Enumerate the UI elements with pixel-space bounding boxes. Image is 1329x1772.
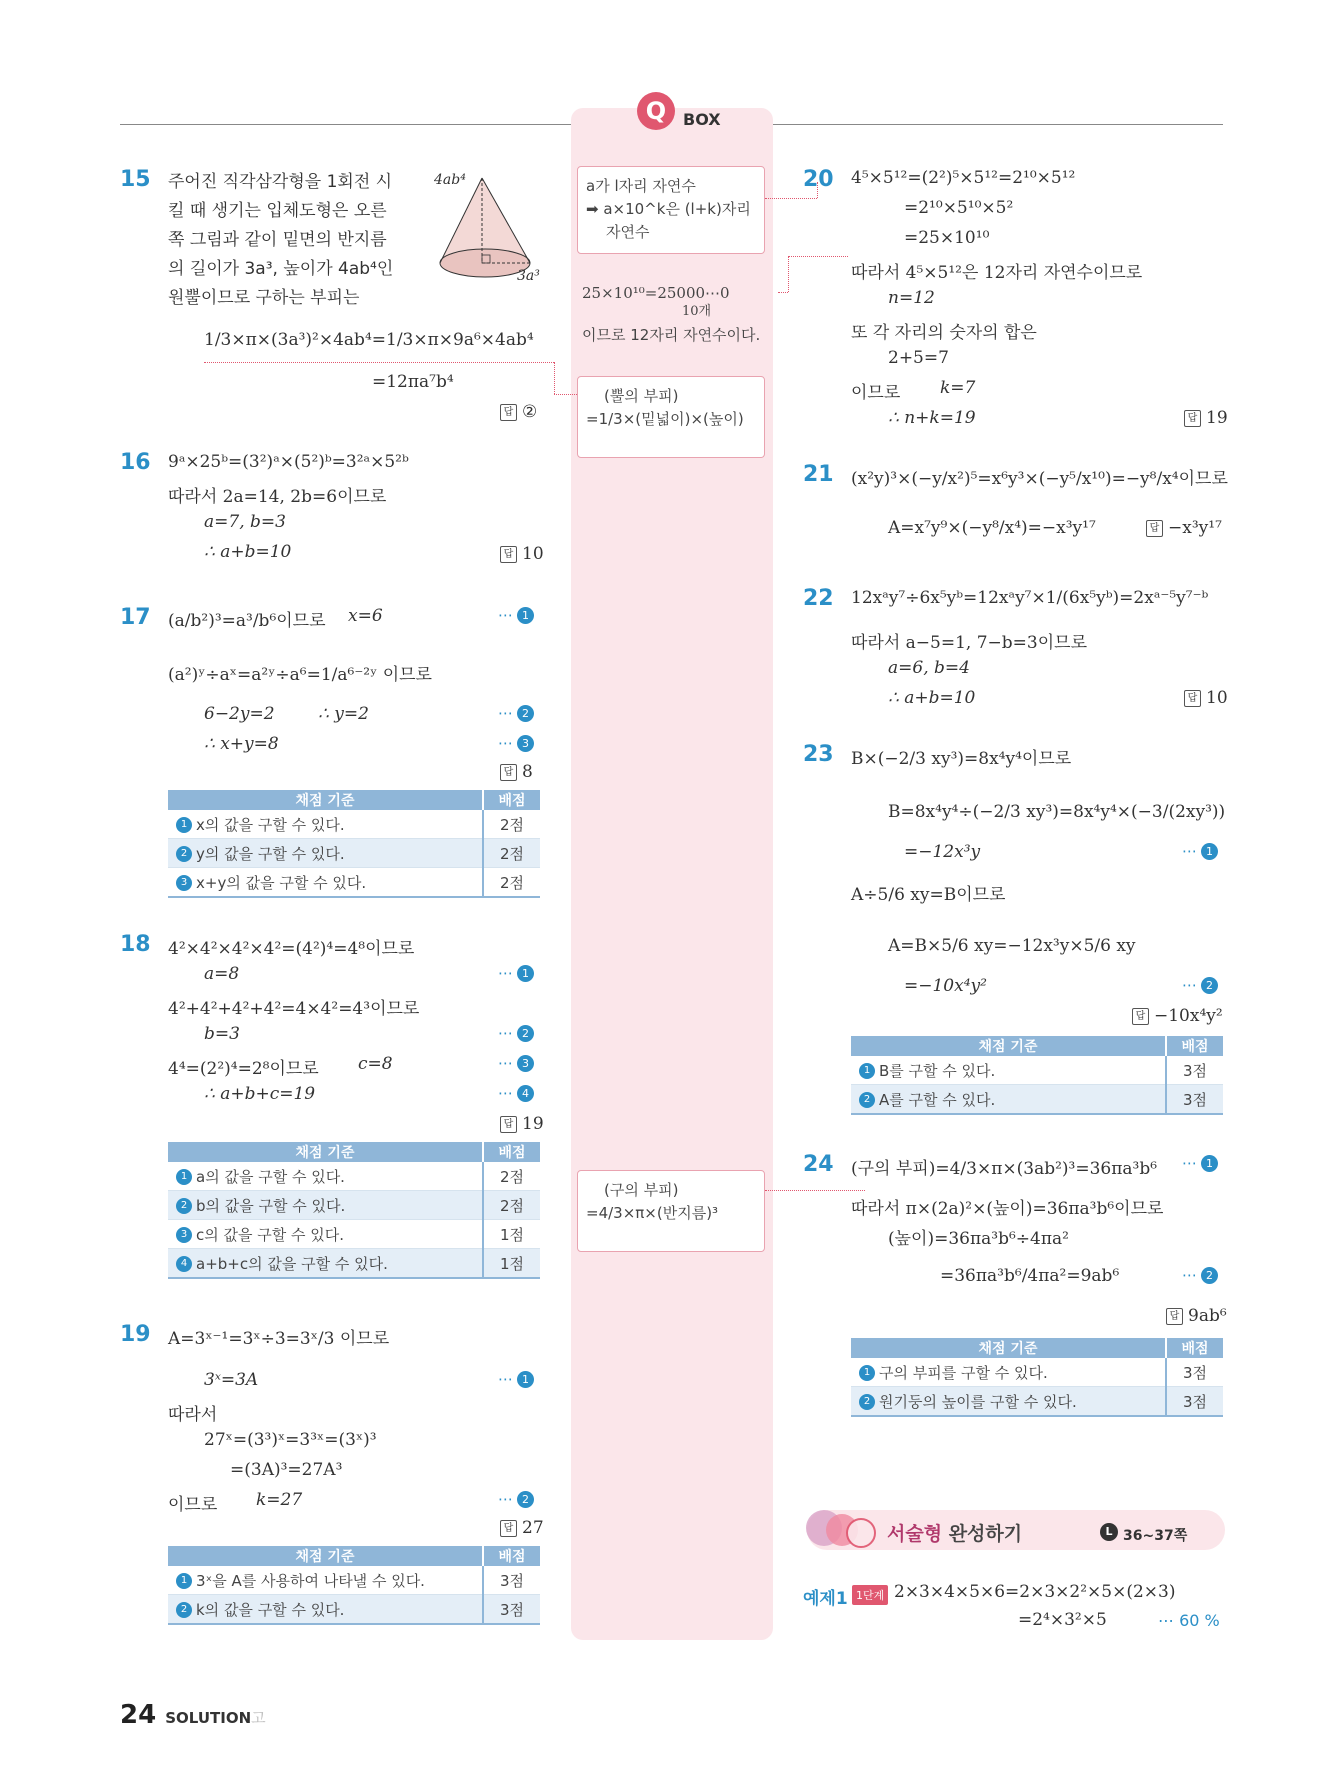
math-line: =(3A)³=27A³ [230, 1460, 343, 1480]
problem-15-eq1: 1/3×π×(3a³)²×4ab⁴=1/3×π×9a⁶×4ab⁴ [204, 330, 534, 350]
qbox-note-cone [577, 376, 765, 458]
math-line: 따라서 π×(2a)²×(높이)=36πa³b⁶이므로 [851, 1199, 1164, 1219]
math-line: A÷5/6 xy=B이므로 [851, 885, 1006, 905]
math-line: k=27 [256, 1490, 303, 1510]
math-line: 또 각 자리의 숫자의 합은 [851, 323, 1037, 343]
math-line: ∴ n+k=19 [888, 408, 976, 428]
criteria-points: 2점 [483, 810, 540, 839]
math-line: 따라서 a−5=1, 7−b=3이므로 [851, 633, 1088, 653]
problem-number: 22 [803, 586, 834, 611]
math-line: a=7, b=3 [204, 512, 286, 532]
answer-icon: 답 [500, 404, 517, 421]
criteria-item: 1 a의 값을 구할 수 있다. [168, 1162, 483, 1191]
qbox-text-line: 이므로 12자리 자연수이다. [582, 326, 761, 344]
criteria-item: 2 원기둥의 높이를 구할 수 있다. [851, 1387, 1166, 1417]
math-line: ∴ a+b+c=19 [204, 1084, 316, 1104]
math-line: B=8x⁴y⁴÷(−2/3 xy³)=8x⁴y⁴×(−3/(2xy³)) [888, 802, 1226, 822]
problem-number: 19 [120, 1322, 151, 1347]
points-header: 배점 [1166, 1338, 1223, 1358]
criteria-points: 2점 [483, 1191, 540, 1220]
qbox-label: BOX [683, 110, 721, 129]
criteria-points: 3점 [1166, 1085, 1223, 1115]
qbox-text-line: 10개 [682, 304, 712, 319]
criteria-header: 채점 기준 [168, 790, 483, 810]
math-line: =−12x³y [904, 842, 981, 862]
math-line: 2+5=7 [888, 348, 949, 368]
points-header: 배점 [483, 790, 540, 810]
connector-line [765, 198, 817, 199]
connector-line [788, 256, 789, 292]
math-line: b=3 [204, 1024, 240, 1044]
math-line: 2×3×4×5×6=2×3×2²×5×(2×3) [894, 1582, 1176, 1602]
math-line: ∴ a+b=10 [204, 542, 292, 562]
math-line: 이므로 [168, 1495, 218, 1515]
answer-value: ② [522, 402, 538, 422]
step-marker: ⋯ 1 [1182, 1154, 1218, 1172]
math-line: c=8 [358, 1054, 393, 1074]
text-line: 의 길이가 3a³, 높이가 4ab⁴인 [168, 259, 394, 279]
criteria-item: 3 c의 값을 구할 수 있다. [168, 1220, 483, 1249]
percent-marker: ⋯ 60 % [1158, 1611, 1220, 1630]
math-line: k=7 [940, 378, 976, 398]
math-line: =−10x⁴y² [904, 976, 987, 996]
problem-number: 17 [120, 605, 151, 630]
qbox-note-line: =4/3×π×(반지름)³ [586, 1204, 719, 1222]
math-line: ∴ y=2 [318, 704, 369, 724]
qbox-note-line: a가 l자리 자연수 [586, 177, 696, 195]
math-line: =25×10¹⁰ [904, 228, 990, 248]
criteria-points: 3점 [483, 1595, 540, 1625]
connector-line [204, 362, 554, 363]
math-line: =2⁴×3²×5 [1018, 1610, 1107, 1630]
math-line: A=B×5/6 xy=−12x³y×5/6 xy [888, 936, 1136, 956]
math-line: 4⁴=(2²)⁴=2⁸이므로 [168, 1059, 319, 1079]
text-line: 쪽 그림과 같이 밑면의 반지름 [168, 230, 387, 250]
criteria-table [851, 1036, 1223, 1115]
step-marker: ⋯ 1 [498, 1370, 534, 1388]
banner-page-ref: 36~37쪽 [1123, 1528, 1188, 1544]
answer-icon: 답 [500, 764, 517, 781]
criteria-points: 2점 [483, 839, 540, 868]
math-line: A=3ˣ⁻¹=3ˣ÷3=3ˣ/3 이므로 [168, 1329, 390, 1349]
math-line: 4⁵×5¹²=(2²)⁵×5¹²=2¹⁰×5¹² [851, 168, 1076, 188]
math-line: 27ˣ=(3³)ˣ=3³ˣ=(3ˣ)³ [204, 1430, 377, 1450]
problem-number: 18 [120, 932, 151, 957]
page-footer [120, 1700, 266, 1730]
math-line: 따라서 4⁵×5¹²은 12자리 자연수이므로 [851, 263, 1143, 283]
answer [500, 544, 544, 564]
math-line: a=6, b=4 [888, 658, 970, 678]
answer [1146, 518, 1222, 538]
math-line: 이므로 [851, 383, 901, 403]
answer-icon: 답 [1184, 410, 1201, 427]
criteria-item: 2 y의 값을 구할 수 있다. [168, 839, 483, 868]
points-header: 배점 [483, 1546, 540, 1566]
criteria-points: 2점 [483, 868, 540, 898]
criteria-points: 1점 [483, 1249, 540, 1279]
qbox-note-line: =1/3×(밑넓이)×(높이) [586, 410, 744, 428]
answer [500, 1518, 544, 1538]
math-line: =2¹⁰×5¹⁰×5² [904, 198, 1014, 218]
math-line: 따라서 2a=14, 2b=6이므로 [168, 487, 387, 507]
criteria-header: 채점 기준 [168, 1546, 483, 1566]
math-line: 3ˣ=3A [204, 1370, 259, 1390]
answer-value: −x³y¹⁷ [1168, 518, 1222, 538]
criteria-table [168, 1142, 540, 1279]
answer-value: 10 [1206, 688, 1228, 708]
answer [500, 402, 537, 422]
problem-number: 15 [120, 167, 151, 192]
step-marker: ⋯ 1 [1182, 842, 1218, 860]
connector-line [554, 362, 555, 394]
qbox-note-line: (구의 부피) [604, 1181, 679, 1199]
answer-value: 10 [522, 544, 544, 564]
math-line: =36πa³b⁶/4πa²=9ab⁶ [940, 1266, 1120, 1286]
math-line: 9ᵃ×25ᵇ=(3²)ᵃ×(5²)ᵇ=3²ᵃ×5²ᵇ [168, 452, 409, 472]
cone-height-label: 4ab⁴ [434, 172, 466, 188]
banner-deco-icon [846, 1518, 876, 1548]
math-line: ∴ x+y=8 [204, 734, 279, 754]
step-marker: ⋯ 2 [498, 1024, 534, 1042]
math-line: x=6 [348, 606, 383, 626]
math-line: (구의 부피)=4/3×π×(3ab²)³=36πa³b⁶ [851, 1159, 1158, 1179]
brand-suffix: 고 [251, 1709, 266, 1727]
criteria-item: 2 A를 구할 수 있다. [851, 1085, 1166, 1115]
criteria-points: 1점 [483, 1220, 540, 1249]
math-line: 4²×4²×4²×4²=(4²)⁴=4⁸이므로 [168, 939, 415, 959]
qbox-note-sphere [577, 1170, 765, 1252]
answer [1184, 688, 1228, 708]
qbox-text-line: 25×10¹⁰=25000⋯0 [582, 284, 730, 302]
answer-icon: 답 [1166, 1308, 1183, 1325]
math-line: 따라서 [168, 1405, 218, 1425]
answer [1132, 1006, 1223, 1026]
step-marker: ⋯ 2 [498, 1490, 534, 1508]
step-marker: ⋯ 3 [498, 734, 534, 752]
criteria-item: 4 a+b+c의 값을 구할 수 있다. [168, 1249, 483, 1279]
qbox-note-line: (뿔의 부피) [604, 387, 679, 405]
problem-number: 16 [120, 450, 151, 475]
answer [1166, 1306, 1227, 1326]
problem-number: 24 [803, 1152, 834, 1177]
math-line: (a²)ʸ÷aˣ=a²ʸ÷a⁶=1/a⁶⁻²ʸ 이므로 [168, 665, 432, 685]
answer-icon: 답 [1184, 690, 1201, 707]
criteria-table [851, 1338, 1223, 1417]
math-line: 6−2y=2 [204, 704, 275, 724]
connector-line [765, 1190, 865, 1191]
criteria-item: 1 3ˣ을 A를 사용하여 나타낼 수 있다. [168, 1566, 483, 1595]
points-header: 배점 [483, 1142, 540, 1162]
text-line: 킬 때 생기는 입체도형은 오른 [168, 201, 387, 221]
step-marker: ⋯ 4 [498, 1084, 534, 1102]
qbox-text-digits [582, 282, 770, 346]
math-line: (x²y)³×(−y/x²)⁵=x⁶y³×(−y⁵/x¹⁰)=−y⁸/x⁴이므로 [851, 469, 1228, 489]
step-marker: ⋯ 2 [1182, 976, 1218, 994]
problem-number: 23 [803, 742, 834, 767]
criteria-points: 3점 [1166, 1358, 1223, 1387]
answer-value: 19 [522, 1114, 544, 1134]
math-line: (높이)=36πa³b⁶÷4πa² [888, 1229, 1069, 1249]
answer [1184, 408, 1228, 428]
example-label: 예제1 [803, 1589, 848, 1609]
math-line: (a/b²)³=a³/b⁶이므로 [168, 611, 326, 631]
problem-number: 20 [803, 167, 834, 192]
criteria-header: 채점 기준 [168, 1142, 483, 1162]
criteria-header: 채점 기준 [851, 1338, 1166, 1358]
points-header: 배점 [1166, 1036, 1223, 1056]
criteria-points: 2점 [483, 1162, 540, 1191]
criteria-item: 1 B를 구할 수 있다. [851, 1056, 1166, 1085]
math-line: 12xᵃy⁷÷6x⁵yᵇ=12xᵃy⁷×1/(6x⁵yᵇ)=2xᵃ⁻⁵y⁷⁻ᵇ [851, 588, 1209, 608]
brand-name: SOLUTION [165, 1709, 252, 1727]
problem-number: 21 [803, 462, 834, 487]
math-line: A=x⁷y⁹×(−y⁸/x⁴)=−x³y¹⁷ [888, 518, 1096, 538]
answer [500, 1114, 544, 1134]
qbox-logo: Q [637, 92, 675, 130]
text-line: 주어진 직각삼각형을 1회전 시 [168, 172, 393, 192]
answer-value: 19 [1206, 408, 1228, 428]
page-number: 24 [120, 1700, 157, 1730]
answer-value: 8 [522, 762, 533, 782]
page-ref-icon: L [1100, 1523, 1118, 1541]
criteria-item: 3 x+y의 값을 구할 수 있다. [168, 868, 483, 898]
banner-title: 서술형 완성하기 [887, 1523, 1023, 1545]
math-line: n=12 [888, 288, 935, 308]
stage-badge: 1단계 [852, 1585, 888, 1605]
answer-icon: 답 [1132, 1008, 1149, 1025]
step-marker: ⋯ 2 [498, 704, 534, 722]
connector-line [554, 394, 577, 395]
criteria-item: 1 x의 값을 구할 수 있다. [168, 810, 483, 839]
answer-icon: 답 [1146, 520, 1163, 537]
criteria-table [168, 790, 540, 898]
answer-value: −10x⁴y² [1154, 1006, 1223, 1026]
step-marker: ⋯ 1 [498, 964, 534, 982]
math-line: ∴ a+b=10 [888, 688, 976, 708]
criteria-item: 1 구의 부피를 구할 수 있다. [851, 1358, 1166, 1387]
criteria-points: 3점 [483, 1566, 540, 1595]
qbox-note-digits [577, 166, 765, 254]
criteria-item: 2 b의 값을 구할 수 있다. [168, 1191, 483, 1220]
answer [500, 762, 533, 782]
answer-icon: 답 [500, 1116, 517, 1133]
cone-radius-label: 3a³ [517, 268, 540, 284]
connector-line [778, 292, 788, 293]
math-line: B×(−2/3 xy³)=8x⁴y⁴이므로 [851, 749, 1072, 769]
answer-icon: 답 [500, 1520, 517, 1537]
answer-icon: 답 [500, 546, 517, 563]
qbox-note-line: 자연수 [606, 223, 650, 241]
criteria-item: 2 k의 값을 구할 수 있다. [168, 1595, 483, 1625]
text-line: 원뿔이므로 구하는 부피는 [168, 288, 360, 308]
math-line: a=8 [204, 964, 240, 984]
step-marker: ⋯ 1 [498, 606, 534, 624]
problem-15-text [168, 168, 393, 313]
math-line: 4²+4²+4²+4²=4×4²=4³이므로 [168, 999, 420, 1019]
connector-line [788, 256, 848, 257]
step-marker: ⋯ 3 [498, 1054, 534, 1072]
answer-value: 27 [522, 1518, 544, 1538]
criteria-points: 3점 [1166, 1056, 1223, 1085]
criteria-table [168, 1546, 540, 1625]
problem-15-eq2: =12πa⁷b⁴ [372, 372, 454, 392]
criteria-header: 채점 기준 [851, 1036, 1166, 1056]
step-marker: ⋯ 2 [1182, 1266, 1218, 1284]
answer-value: 9ab⁶ [1188, 1306, 1227, 1326]
criteria-points: 3점 [1166, 1387, 1223, 1417]
qbox-note-line: ➡ a×10^k은 (l+k)자리 [586, 200, 751, 218]
